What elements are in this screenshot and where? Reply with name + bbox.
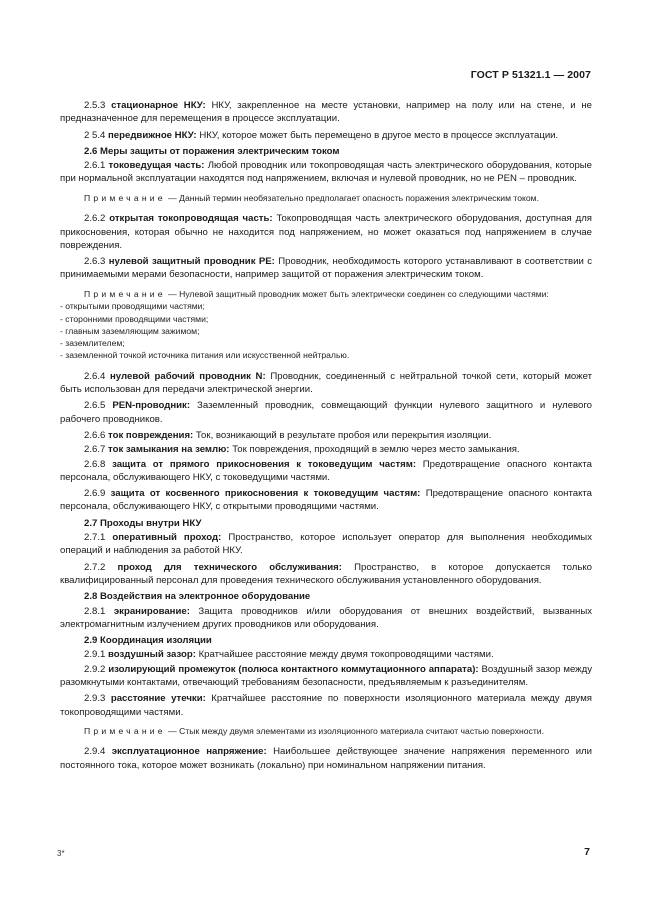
clause-term: оперативный проход: [112,532,222,544]
clause-term: проход для технического обслуживания: [117,561,342,573]
clause-number: 2.9.4 [84,746,106,758]
clause-text: Кратчайшее расстояние по поверхности изоляционного материала между двумя токопроводящими частями. [60,693,592,718]
list-item: - открытыми проводящими частями; [60,301,205,312]
clause-term: нулевой рабочий проводник N: [110,370,266,382]
clause-number: 2.6.9 [84,488,106,500]
clause-2-6-4 [60,370,592,397]
clause-term: PEN-проводник: [112,400,191,412]
note-text: — Данный термин необязательно предполагает опасность поражения электрическим током. [168,192,539,203]
clause-number: 2 5.4 [84,129,106,141]
list-item: - главным заземляющим зажимом; [60,325,200,336]
clause-2-6-9 [60,487,592,514]
clause-number: 2.7.1 [84,532,106,544]
document-body [60,99,592,775]
clause-number: 2.9.1 [84,649,106,661]
section-heading-2-7: 2.7 Проходы внутри НКУ [84,517,202,529]
clause-term: воздушный зазор: [108,649,196,661]
clause-term: защита от косвенного прикосновения к токоведущим частям: [110,488,421,500]
clause-term: эксплуатационное напряжение: [111,746,267,758]
clause-2-6-7 [60,443,592,456]
clause-term: изолирующий промежуток (полюса контактного коммутационного аппарата): [108,663,479,675]
clause-text: Токопроводящая часть электрического оборудования, доступная для прикосновения, которая обычно не находится под напряжением, но может оказаться под напряжением в случае повреждения. [60,213,592,251]
clause-2-6-1 [60,159,592,186]
clause-term: ток замыкания на землю: [108,444,230,456]
clause-number: 2.6.4 [84,370,106,382]
clause-number: 2.5.3 [84,100,106,111]
note-list [60,300,592,361]
clause-term: стационарное НКУ: [111,100,206,111]
section-heading-2-8: 2.8 Воздействия на электронное оборудование [84,591,311,603]
clause-text: Пространство, которое использует оператор для выполнения необходимых операций и наблюдения за работой НКУ. [60,532,592,557]
clause-term: передвижное НКУ: [108,129,197,141]
clause-number: 2.9.2 [84,663,106,675]
clause-2-9-4 [60,745,592,772]
clause-2-7-2 [60,561,592,588]
clause-number: 2.9.3 [84,693,106,705]
clause-text: Ток повреждения, проходящий в землю через место замыкания. [232,444,520,456]
clause-number: 2.6.5 [84,400,106,412]
note-label: Примечание [84,192,166,203]
clause-text: Проводник, необходимость которого устанавливают в соответствии с принимаемыми мерами безопасности, например защитой от поражения электрическим током. [60,256,593,281]
clause-text: Наибольшее действующее значение напряжения переменного или постоянного тока, которое может возникать (локально) при номинальном напряжении питания. [60,746,593,771]
clause-2-7-1 [60,531,592,558]
clause-term: открытая токопроводящая часть: [109,213,273,225]
clause-number: 2.6.2 [84,213,106,225]
clause-text: НКУ, которое может быть перемещено в другое место в процессе эксплуатации. [199,129,559,141]
clause-term: расстояние утечки: [110,693,206,705]
note-2-9-3 [60,725,592,738]
page-number: 7 [584,846,590,858]
note-2-6-1 [60,192,592,205]
clause-number: 2.6.1 [84,160,106,172]
clause-2-6-3 [60,255,592,282]
clause-text: Проводник, соединенный с нейтральной точкой сети, который может быть использован для передачи электрической энергии. [60,370,592,396]
clause-2-6-6 [60,429,592,442]
section-heading-2-9: 2.9 Координация изоляции [84,635,212,647]
clause-2-6-5 [60,399,592,426]
clause-term: экранирование: [113,605,190,617]
clause-2-6-8 [60,458,592,485]
section-heading-2-6: 2.6 Меры защиты от поражения электрическим током [84,145,340,157]
clause-term: нулевой защитный проводник PE: [108,256,275,268]
list-item: - заземлителем; [60,338,125,349]
clause-number: 2.6.8 [84,458,106,470]
list-item: - заземленной точкой источника питания или искусственной нейтралью. [60,350,350,361]
clause-2-5-4 [60,129,592,142]
clause-text: Предотвращение опасного контакта персонала, обслуживающего НКУ, с открытыми проводящими частями. [60,488,593,513]
sheet-mark: 3* [57,849,65,858]
note-text: — Нулевой защитный проводник может быть электрически соединен со следующими частями: [168,288,549,299]
clause-text: Любой проводник или токопроводящая часть электрического оборудования, которые при нормальной эксплуатации находятся под напряжением, включая и нулевой проводник, но не PEN – проводник. [60,160,593,185]
clause-2-6-2 [60,212,592,252]
note-label: Примечание [84,288,166,299]
clause-number: 2.7.2 [84,561,106,573]
clause-2-9-2 [60,663,592,690]
note-2-6-3 [60,288,592,301]
list-item: - сторонними проводящими частями; [60,313,209,324]
clause-text: Ток, возникающий в результате пробоя или перекрытия изоляции. [195,429,492,441]
clause-text: Заземленный проводник, совмещающий функции нулевого защитного и нулевого рабочего проводников. [60,400,592,425]
clause-2-5-3 [60,99,592,126]
clause-number: 2.6.3 [84,256,106,268]
document-standard-number: ГОСТ Р 51321.1 — 2007 [470,69,591,81]
clause-number: 2.6.7 [84,444,106,456]
clause-2-8-1 [60,605,592,632]
clause-term: защита от прямого прикосновения к токоведущим частям: [112,458,417,470]
clause-text: Воздушный зазор между разомкнутыми контактами, отвечающий требованиям безопасности, предъявляемым к разъединителям. [60,663,592,688]
clause-term: токоведущая часть: [108,160,205,172]
clause-number: 2.6.6 [84,429,106,441]
clause-text: Пространство, в которое допускается только квалифицированный персонал для проведения технического обслуживания установленного оборудования. [60,561,593,586]
clause-text: Защита проводников и/или оборудования от внешних воздействий, вызванных электромагнитным излучением других проводников или оборудования. [60,605,593,630]
note-text: — Стык между двумя элементами из изоляционного материала считают частью поверхности. [168,725,544,736]
clause-number: 2.8.1 [84,605,106,617]
clause-2-9-1 [60,648,592,661]
clause-text: Предотвращение опасного контакта персонала, обслуживающего НКУ, с токоведущими частями. [60,458,592,483]
clause-text: НКУ, закрепленное на месте установки, например на полу или на стене, и не предназначенное для перемещения в процессе эксплуатации. [60,100,592,125]
clause-2-9-3 [60,692,592,719]
clause-text: Кратчайшее расстояние между двумя токопроводящими частями. [198,649,494,661]
clause-term: ток повреждения: [108,429,194,441]
note-label: Примечание [84,725,166,736]
